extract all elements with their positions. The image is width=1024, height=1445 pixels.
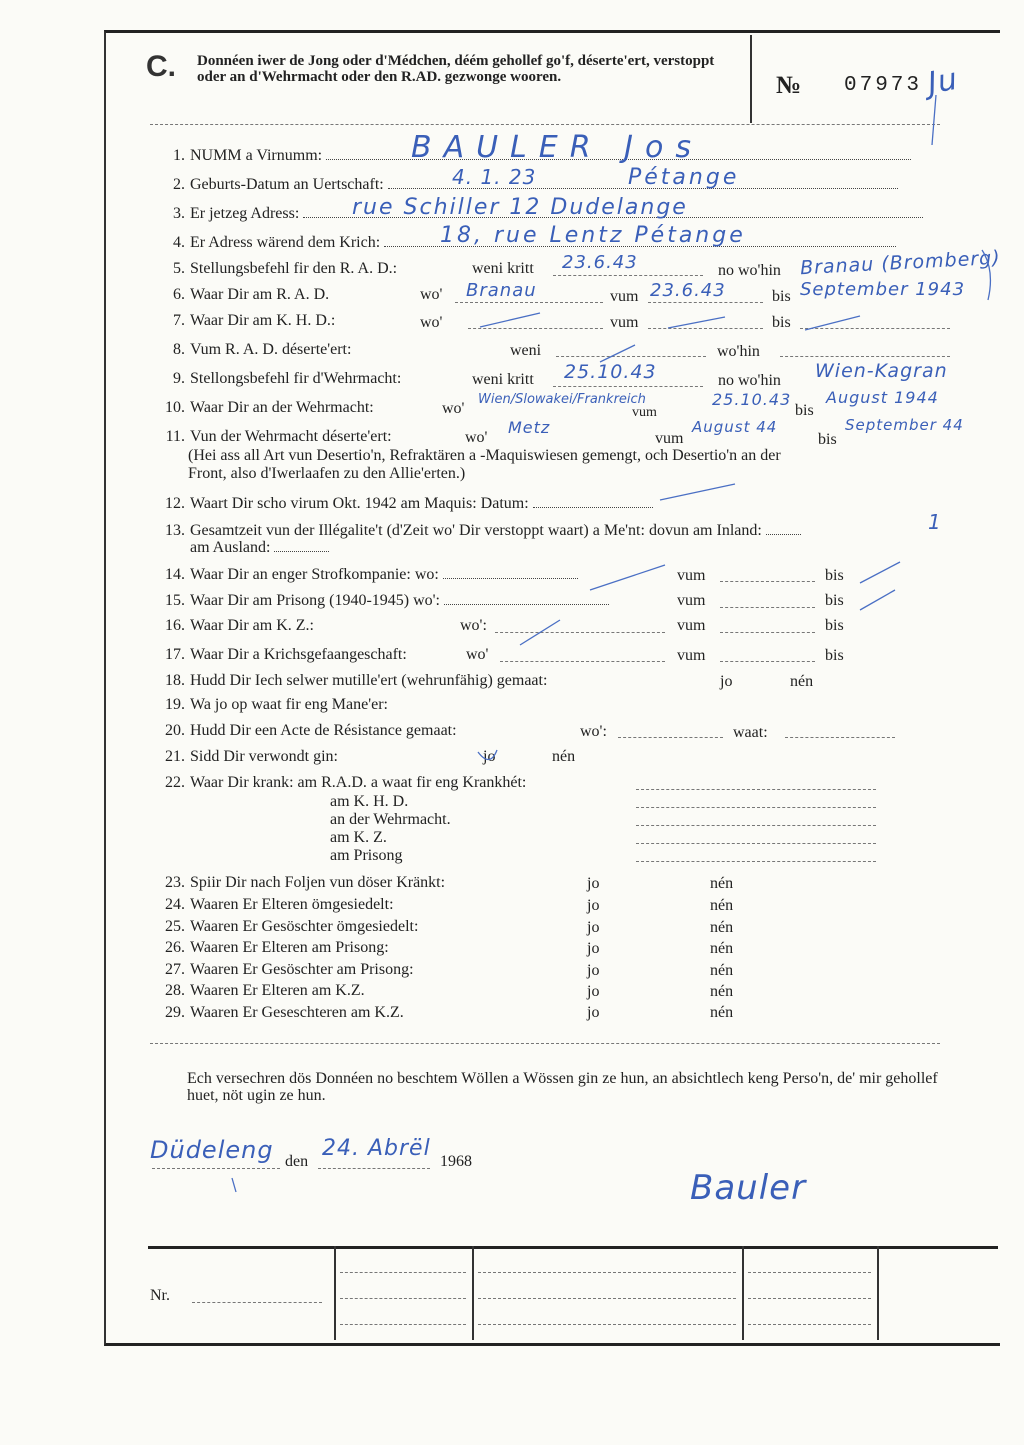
row-19: 19. Wa jo op waat fir eng Mane'er: xyxy=(165,696,388,713)
row-10-to: bis xyxy=(795,402,814,419)
footer-col-4 xyxy=(877,1246,879,1340)
hw-des-where: Metz xyxy=(508,418,551,437)
handwritten-initials: Ju xyxy=(925,61,961,102)
row-6-to: bis xyxy=(772,288,791,305)
row-8: 8. Vum R. A. D. déserte'ert: xyxy=(173,341,352,358)
footer-col-2 xyxy=(472,1246,474,1340)
hw-des-to: September 44 xyxy=(845,416,964,434)
strike-row7-c xyxy=(805,316,860,330)
footer-top-rule xyxy=(148,1246,998,1249)
footer-line-b2 xyxy=(478,1298,736,1299)
row-25-no: nén xyxy=(710,919,734,936)
hw-wm-from: 25.10.43 xyxy=(712,390,792,409)
row-17-to: bis xyxy=(825,647,844,664)
footer-line-c2 xyxy=(748,1298,871,1299)
margin-line xyxy=(932,95,936,145)
row-11-note-2: Front, also d'Iwerlaafen zu den Allie'erten.) xyxy=(188,465,466,482)
footer-nr-label: Nr. xyxy=(150,1287,170,1304)
row-27-yes: jo xyxy=(587,962,600,979)
place-tick xyxy=(232,1178,236,1192)
row-10-from: vum xyxy=(632,405,657,420)
strike-row7-b xyxy=(668,317,725,328)
footer-line-a1 xyxy=(340,1272,466,1273)
row-13: 13. Gesamtzeit vun der Illégalite't (d'Zeit wo' Dir verstoppt waart) a Me'nt: dovun am Inland: xyxy=(150,522,801,540)
row-17-where: wo' xyxy=(466,646,489,663)
footer-line-b1 xyxy=(478,1272,736,1273)
hw-rad-to: September 1943 xyxy=(800,279,966,300)
row-6-where: wo' xyxy=(420,286,443,303)
hw-rad-order-place: Branau (Bromberg) xyxy=(799,246,1002,280)
row-10: 10. Waar Dir an der Wehrmacht: xyxy=(165,399,374,416)
row-1: 1. NUMM a Virnumm: xyxy=(150,147,911,165)
hw-war-address: 18, rue Lentz Pétange xyxy=(440,223,746,248)
row-7-where: wo' xyxy=(420,314,443,331)
hw-name: BAULER Jos xyxy=(411,130,703,165)
row-16: 16. Waar Dir am K. Z.: xyxy=(165,617,314,634)
footer-line-a3 xyxy=(340,1324,466,1325)
row-7-from: vum xyxy=(610,314,639,331)
row-15: 15. Waar Dir am Prisong (1940-1945) wo': xyxy=(150,592,609,610)
strike-row7-a xyxy=(480,313,540,327)
row-27-no: nén xyxy=(710,962,734,979)
row-28-yes: jo xyxy=(587,983,600,1000)
hw-rad-from: 23.6.43 xyxy=(650,280,726,301)
strike-row8-a xyxy=(600,345,635,362)
row-22: 22. Waar Dir krank: am R.A.D. a waat fir eng Krankhét: xyxy=(165,774,527,791)
row-17: 17. Waar Dir a Krichsgefaangeschaft: xyxy=(165,646,407,663)
hw-date: 24. Abrël xyxy=(322,1136,431,1161)
row-26-yes: jo xyxy=(587,940,600,957)
row-18-yes: jo xyxy=(720,673,733,690)
row-20-where: wo': xyxy=(580,723,607,740)
row-11-to: bis xyxy=(818,431,837,448)
row-29-no: nén xyxy=(710,1004,734,1021)
row-9-where: no wo'hin xyxy=(718,372,781,389)
row-20: 20. Hudd Dir een Acte de Résistance gemaat: xyxy=(165,722,457,739)
row-26: 26. Waaren Er Elteren am Prisong: xyxy=(165,939,389,956)
row-7-to: bis xyxy=(772,314,791,331)
hw-birth-date: 4. 1. 23 xyxy=(452,165,537,189)
row-7: 7. Waar Dir am K. H. D.: xyxy=(173,312,336,329)
row-5: 5. Stellungsbefehl fir den R. A. D.: xyxy=(173,260,398,277)
row-5-where: no wo'hin xyxy=(718,262,781,279)
row-21-yes: jo xyxy=(483,748,496,765)
section-title: Donnéen iwer de Jong oder d'Médchen, déém gehollef go'f, déserte'ert, verstoppt oder an d'Wehrmacht oder den R.AD. gezwonge wooren. xyxy=(197,53,715,85)
strike-row14 xyxy=(590,565,665,590)
row-15-from: vum xyxy=(677,592,706,609)
row-11: 11. Vun der Wehrmacht déserte'ert: xyxy=(165,428,392,445)
row-16-from: vum xyxy=(677,617,706,634)
row-11-note-1: (Hei ass all Art vun Desertio'n, Refraktären a -Maquiswiesen gemengt, och Desertio'n an der xyxy=(188,447,781,464)
row-22-kz: am K. Z. xyxy=(330,829,387,846)
row-4: 4. Er Adress wärend dem Krich: xyxy=(150,234,896,252)
hw-rad-where: Branau xyxy=(466,280,537,301)
hw-illegal-inland: 1 xyxy=(928,510,942,534)
row-11-from: vum xyxy=(655,430,684,447)
row-6-from: vum xyxy=(610,288,639,305)
row-10-where: wo' xyxy=(442,400,465,417)
row-21-no: nén xyxy=(552,748,576,765)
row-14-to: bis xyxy=(825,567,844,584)
row-28: 28. Waaren Er Elteren am K.Z. xyxy=(165,982,365,999)
strike-row16 xyxy=(520,620,560,645)
row-25-yes: jo xyxy=(587,919,600,936)
row-5-when: weni kritt xyxy=(472,260,534,277)
row-12: 12. Waart Dir scho virum Okt. 1942 am Maquis: Datum: xyxy=(150,495,653,513)
footer-line-a2 xyxy=(340,1298,466,1299)
hw-address: rue Schiller 12 Dudelange xyxy=(352,195,688,220)
row-3: 3. Er jetzeg Adress: xyxy=(150,205,923,223)
circle-row21 xyxy=(478,750,497,760)
row-23-no: nén xyxy=(710,875,734,892)
row-9-when: weni kritt xyxy=(472,371,534,388)
hw-signature: Bauler xyxy=(690,1168,807,1208)
row-17-from: vum xyxy=(677,647,706,664)
row-22-prisong: am Prisong xyxy=(330,847,403,864)
footer-col-1 xyxy=(334,1246,336,1340)
row-13-abroad: am Ausland: xyxy=(190,539,329,557)
row-23: 23. Spiir Dir nach Foljen vun döser Kränkt: xyxy=(165,874,446,891)
row-29-yes: jo xyxy=(587,1004,600,1021)
row-22-khd: am K. H. D. xyxy=(330,793,409,810)
strike-row14-bis xyxy=(860,562,900,583)
document-number: 07973 xyxy=(844,74,923,97)
row-22-wehrmacht: an der Wehrmacht. xyxy=(330,811,451,828)
margin-curve xyxy=(982,250,990,300)
strike-row12 xyxy=(660,484,735,500)
hw-des-from: August 44 xyxy=(692,418,778,436)
hw-wm-where: Wien/Slowakei/Frankreich xyxy=(478,392,646,407)
row-29: 29. Waaren Er Geseschteren am K.Z. xyxy=(165,1004,404,1021)
footer-col-3 xyxy=(742,1246,744,1340)
row-28-no: nén xyxy=(710,983,734,1000)
row-11-where: wo' xyxy=(465,429,488,446)
row-24-yes: jo xyxy=(587,897,600,914)
row-6: 6. Waar Dir am R. A. D. xyxy=(173,286,330,303)
row-24: 24. Waaren Er Elteren ömgesiedelt: xyxy=(165,896,394,913)
row-15-to: bis xyxy=(825,592,844,609)
row-20-what: waat: xyxy=(733,724,768,741)
row-23-yes: jo xyxy=(587,875,600,892)
hw-wm-to: August 1944 xyxy=(826,388,939,407)
row-27: 27. Waaren Er Gesöschter am Prisong: xyxy=(165,961,414,978)
hw-rad-order-date: 23.6.43 xyxy=(562,252,638,273)
row-16-to: bis xyxy=(825,617,844,634)
row-18-no: nén xyxy=(790,673,814,690)
hw-place: Düdeleng xyxy=(150,1136,274,1164)
section-letter: C. xyxy=(146,50,176,83)
row-25: 25. Waaren Er Gesöschter ömgesiedelt: xyxy=(165,918,419,935)
row-26-no: nén xyxy=(710,940,734,957)
row-14-from: vum xyxy=(677,567,706,584)
year-label: 1968 xyxy=(440,1153,472,1170)
den-label: den xyxy=(285,1153,309,1170)
row-2: 2. Geburts-Datum an Uertschaft: xyxy=(150,176,898,194)
row-14: 14. Waar Dir an enger Strofkompanie: wo: xyxy=(150,566,578,584)
footer-line-c3 xyxy=(748,1324,871,1325)
footer-line-b3 xyxy=(478,1324,736,1325)
footer-line-c1 xyxy=(748,1272,871,1273)
row-8-where: wo'hin xyxy=(717,343,760,360)
row-21: 21. Sidd Dir verwondt gin: xyxy=(165,748,338,765)
number-symbol: № xyxy=(776,72,802,99)
footer-nr-line xyxy=(192,1302,322,1303)
declaration-text: Ech versechren dös Donnéen no beschtem Wöllen a Wössen gin ze hun, an absichtlech keng Perso'n, de' mir gehollef huet, nöt ugin ze hun. xyxy=(187,1070,938,1104)
hw-birth-place: Pétange xyxy=(628,165,740,190)
row-16-where: wo': xyxy=(460,617,487,634)
hw-wm-order-date: 25.10.43 xyxy=(564,361,657,383)
row-8-when: weni xyxy=(510,342,542,359)
strike-row15-bis xyxy=(860,590,895,610)
row-18: 18. Hudd Dir Iech selwer mutille'ert (wehrunfähig) gemaat: xyxy=(165,672,548,689)
row-24-no: nén xyxy=(710,897,734,914)
hw-wm-order-place: Wien-Kagran xyxy=(815,360,948,382)
row-9: 9. Stellongsbefehl fir d'Wehrmacht: xyxy=(173,370,402,387)
